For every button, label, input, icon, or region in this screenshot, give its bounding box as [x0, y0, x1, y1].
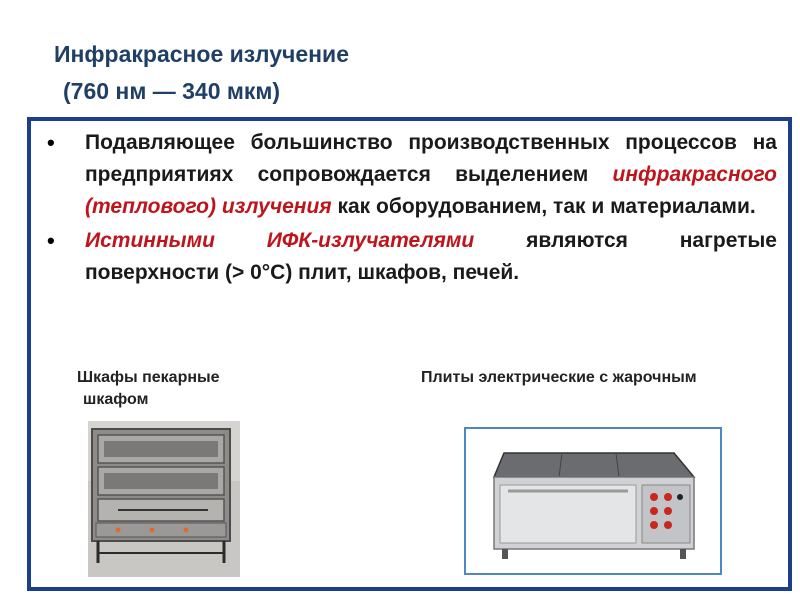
bullet-item-2 [47, 225, 777, 289]
bullet-1-text: Подавляющее большинство производственных процессов на предприятиях сопровождается выделением [85, 131, 777, 186]
bullet-dot-icon: • [47, 130, 55, 155]
caption-oven-line1: Шкафы пекарные [77, 369, 220, 386]
slide-title-line2: (760 нм — 340 мкм) [63, 78, 281, 104]
bullet-item-1 [47, 127, 777, 223]
bullet-1-highlight: инфракрасного (теплового) излучения [85, 163, 777, 218]
bullet-2-tail: являются нагретые поверхности (> 0°С) плит, шкафов, печей. [85, 229, 777, 284]
slide-title [54, 36, 349, 110]
electric-stove-image [464, 427, 722, 575]
bullet-1-tail: как оборудованием, так и материалами. [331, 195, 756, 218]
bullet-2-highlight: Истинными ИФК-излучателями [85, 229, 475, 252]
caption-stove: Плиты электрические с жарочным [421, 369, 697, 386]
caption-oven-line2: шкафом [83, 391, 149, 408]
slide-title-line1: Инфракрасное излучение [54, 41, 349, 67]
bullet-list [47, 127, 777, 289]
caption-oven [77, 367, 220, 411]
content-frame [27, 117, 792, 591]
oven-cabinet-image [88, 421, 240, 577]
bullet-dot-icon: • [47, 228, 55, 253]
